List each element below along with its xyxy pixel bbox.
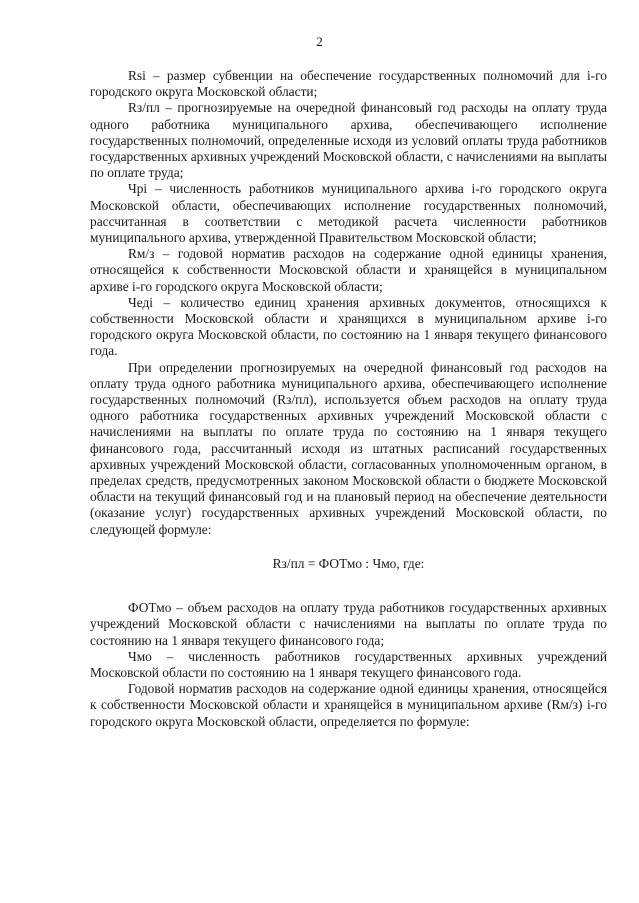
rz-pl-method-paragraph: При определении прогнозируемых на очередной финансовый год расходов на оплату труда одного работника муниципального архива, обеспечивающего исполнение государственных полномочий (Rз/пл), используется объем расходов на оплату труда одного работника государственных архивных учреждений Московской области с начислениями на выплаты по оплате труда по состоянию на 1 января текущего финансового года, рассчитанный исходя из штатных расписаний государственных архивных учреждений Московской области, согласованных уполномоченным органом, в пределах средств, предусмотренных законом Московской области о бюджете Московской области на текущий финансовый год и на плановый период на обеспечение деятельности (оказание услуг) государственных архивных учреждений Московской области, по следующей формуле: (90, 359, 607, 537)
definition-rsi: Rsi – размер субвенции на обеспечение государственных полномочий для i-го городского округа Московской области; (90, 68, 607, 100)
rz-pl-formula: Rз/пл = ФОТмо : Чмо, где: (272, 555, 425, 571)
definition-rm-z: Rм/з – годовой норматив расходов на содержание одной единицы хранения, относящейся к собственности Московской области и хранящейся в муниципальном архиве i-го городского округа Московской области; (90, 246, 607, 294)
rm-z-intro-paragraph: Годовой норматив расходов на содержание одной единицы хранения, относящейся к собственности Московской области и хранящейся в муниципальном архиве (Rм/з) i-го городского округа Московской области, определяется по формуле: (90, 681, 607, 729)
definition-chmo: Чмо – численность работников государственных архивных учреждений Московской области по состоянию на 1 января текущего финансового года. (90, 648, 607, 680)
definition-chri: Чрi – численность работников муниципального архива i-го городского округа Московской области, обеспечивающих исполнение государственных полномочий, рассчитанная в соответствии с методикой расчета численности работников муниципального архива, утвержденной Правительством Московской области; (90, 181, 607, 246)
page-number: 2 (316, 34, 323, 49)
definition-chedi: Чедi – количество единиц хранения архивных документов, относящихся к собственности Московской области и хранящихся в муниципальном архиве i-го городского округа Московской области, по состоянию на 1 января текущего финансового года. (90, 294, 607, 359)
definition-fotmo: ФОТмо – объем расходов на оплату труда работников государственных архивных учреждений Московской области с начислениями на выплаты по оплате труда по состоянию на 1 января текущего финансового года; (90, 600, 607, 648)
definition-rz-pl: Rз/пл – прогнозируемые на очередной финансовый год расходы на оплату труда одного работника муниципального архива, обеспечивающего исполнение государственных полномочий, определенные исходя из условий оплаты труда работников государственных архивных учреждений Московской области, с начислениями на выплаты по оплате труда; (90, 100, 607, 181)
document-body (90, 68, 607, 730)
